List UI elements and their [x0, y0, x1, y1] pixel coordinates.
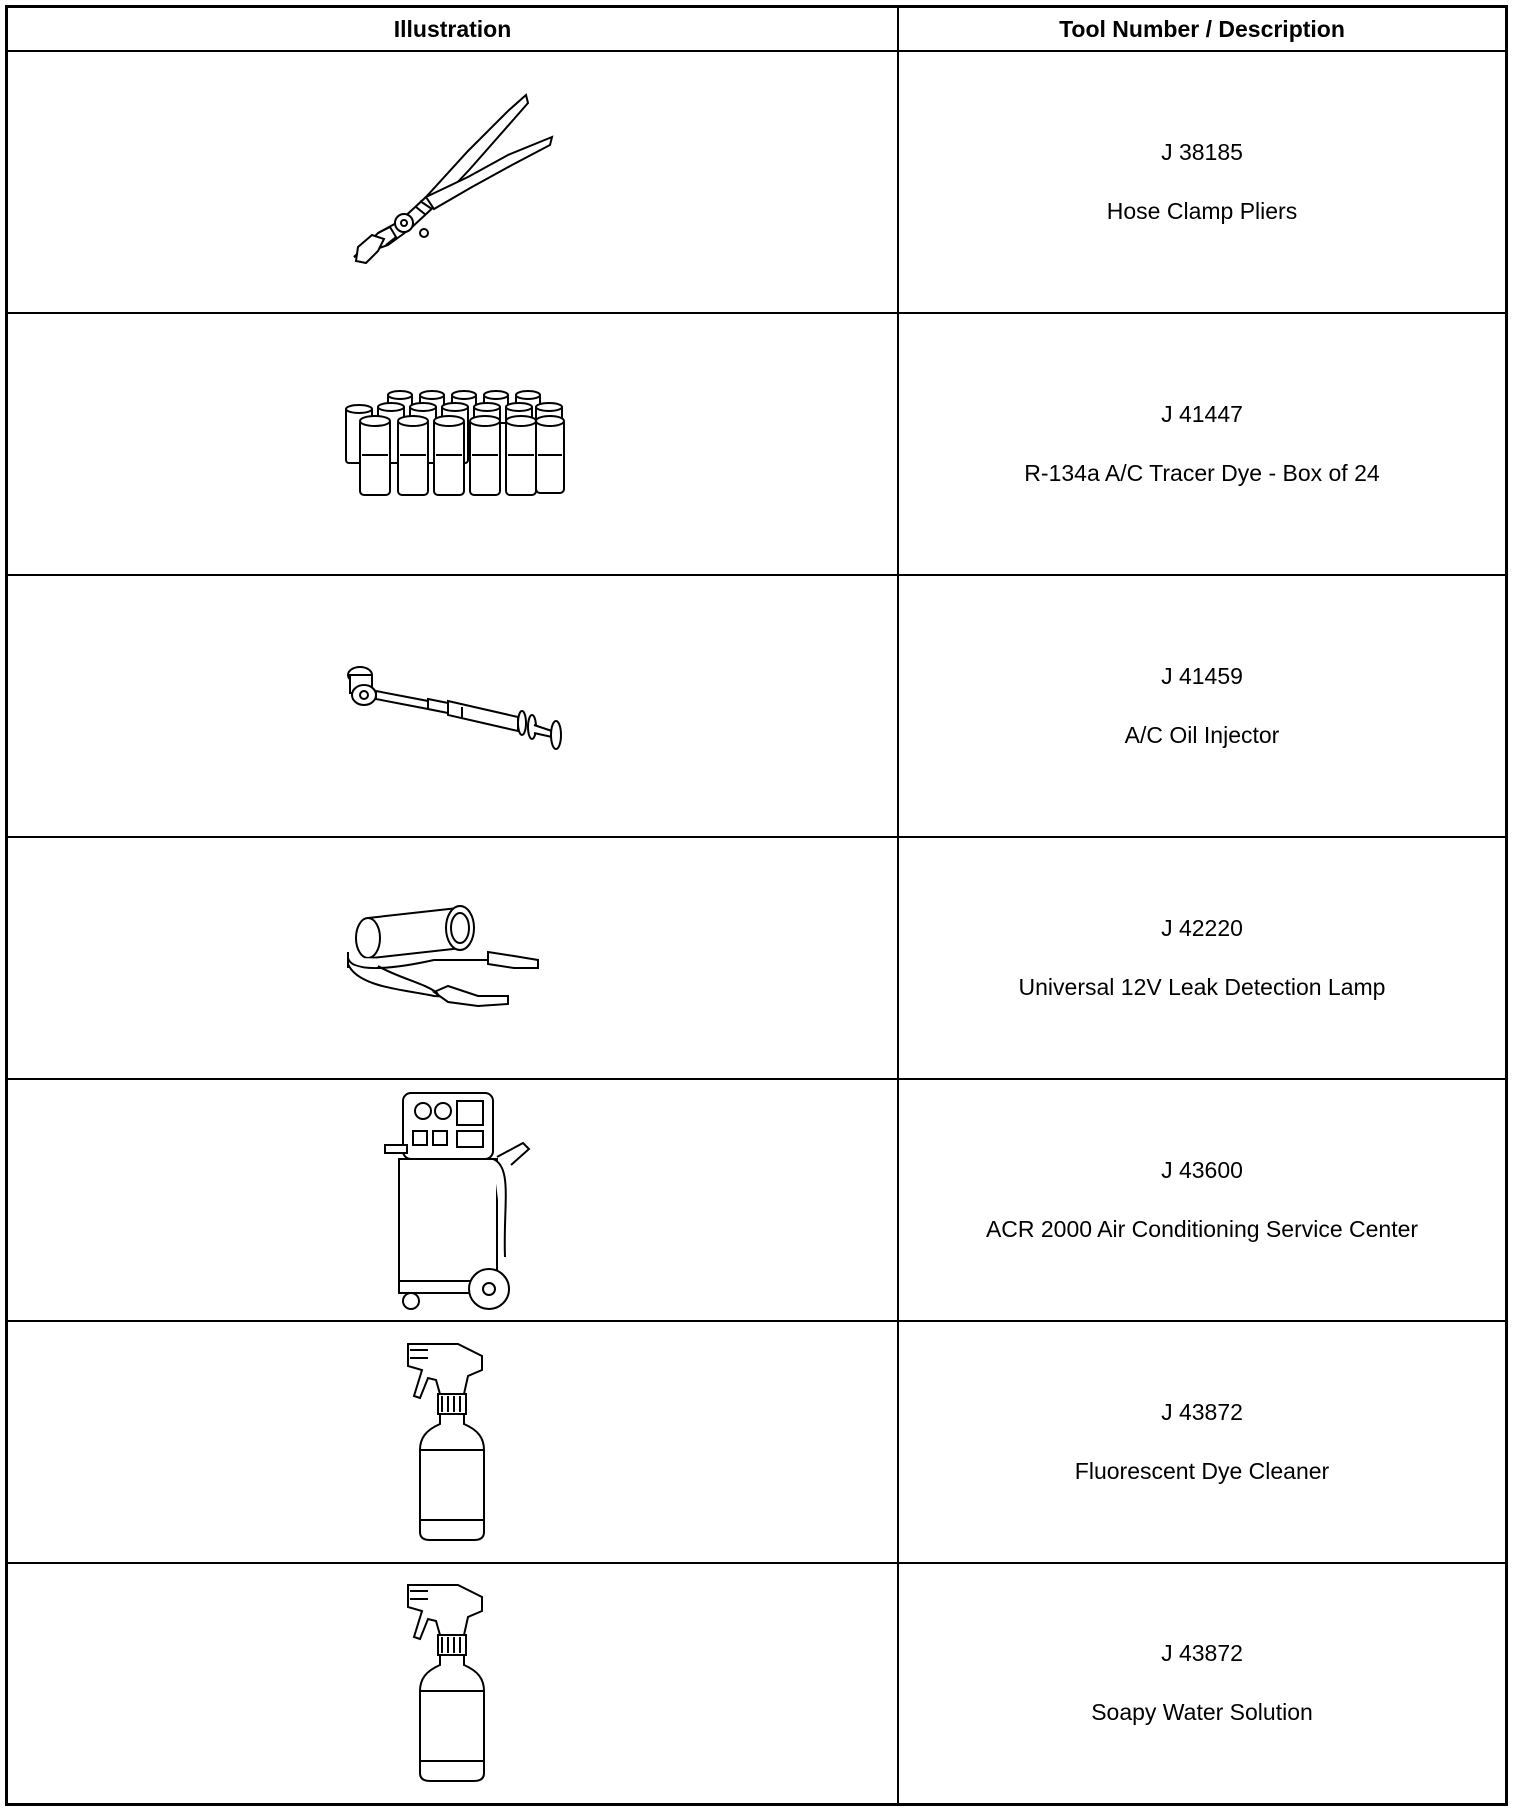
- illustration-cell: [7, 575, 899, 837]
- table-row: [7, 1563, 1507, 1804]
- illustration-cell: [7, 51, 899, 313]
- oil-injector-icon: [338, 661, 568, 751]
- tool-description-cell: [898, 1321, 1507, 1563]
- illustration-cell: [7, 313, 899, 575]
- tool-number: J 43872: [1161, 1399, 1243, 1425]
- table-row: [7, 837, 1507, 1079]
- tool-description-cell: [898, 575, 1507, 837]
- tool-description: ACR 2000 Air Conditioning Service Center: [985, 1216, 1419, 1242]
- table-header-row: [7, 7, 1507, 52]
- header-tool-number-description: Tool Number / Description: [898, 7, 1507, 52]
- tool-description: Soapy Water Solution: [1091, 1699, 1313, 1726]
- tool-number: J 42220: [1161, 915, 1243, 941]
- tool-number: J 41459: [1161, 663, 1243, 689]
- tool-description: Hose Clamp Pliers: [1106, 198, 1298, 224]
- header-illustration: Illustration: [7, 7, 899, 52]
- tool-description: A/C Oil Injector: [1124, 722, 1280, 748]
- tool-number: J 38185: [1161, 139, 1243, 165]
- tool-number: J 43872: [1161, 1640, 1243, 1667]
- hose-clamp-pliers-icon: [338, 87, 568, 277]
- tool-description: Fluorescent Dye Cleaner: [1074, 1458, 1330, 1484]
- table-row: [7, 1321, 1507, 1563]
- spray-bottle-icon: [398, 1340, 508, 1544]
- tool-number: J 43600: [1161, 1157, 1243, 1183]
- illustration-cell: [7, 1079, 899, 1321]
- tool-description-cell: [898, 313, 1507, 575]
- leak-detection-lamp-icon: [338, 898, 568, 1018]
- tool-description: Universal 12V Leak Detection Lamp: [1018, 974, 1386, 1000]
- special-tools-table: [5, 5, 1508, 1806]
- table-row: [7, 51, 1507, 313]
- illustration-cell: [7, 837, 899, 1079]
- table-row: [7, 1079, 1507, 1321]
- spray-bottle-icon: [398, 1581, 508, 1785]
- service-center-icon: [373, 1087, 533, 1313]
- tool-description-cell: [898, 1079, 1507, 1321]
- table-row: [7, 313, 1507, 575]
- tool-description-cell: [898, 837, 1507, 1079]
- illustration-cell: [7, 1563, 899, 1804]
- illustration-cell: [7, 1321, 899, 1563]
- table-row: [7, 575, 1507, 837]
- tracer-dye-box-icon: [338, 389, 568, 499]
- tool-number: J 41447: [1161, 401, 1243, 427]
- tool-description-cell: [898, 1563, 1507, 1804]
- tool-description-cell: [898, 51, 1507, 313]
- tool-description: R-134a A/C Tracer Dye - Box of 24: [1024, 460, 1380, 486]
